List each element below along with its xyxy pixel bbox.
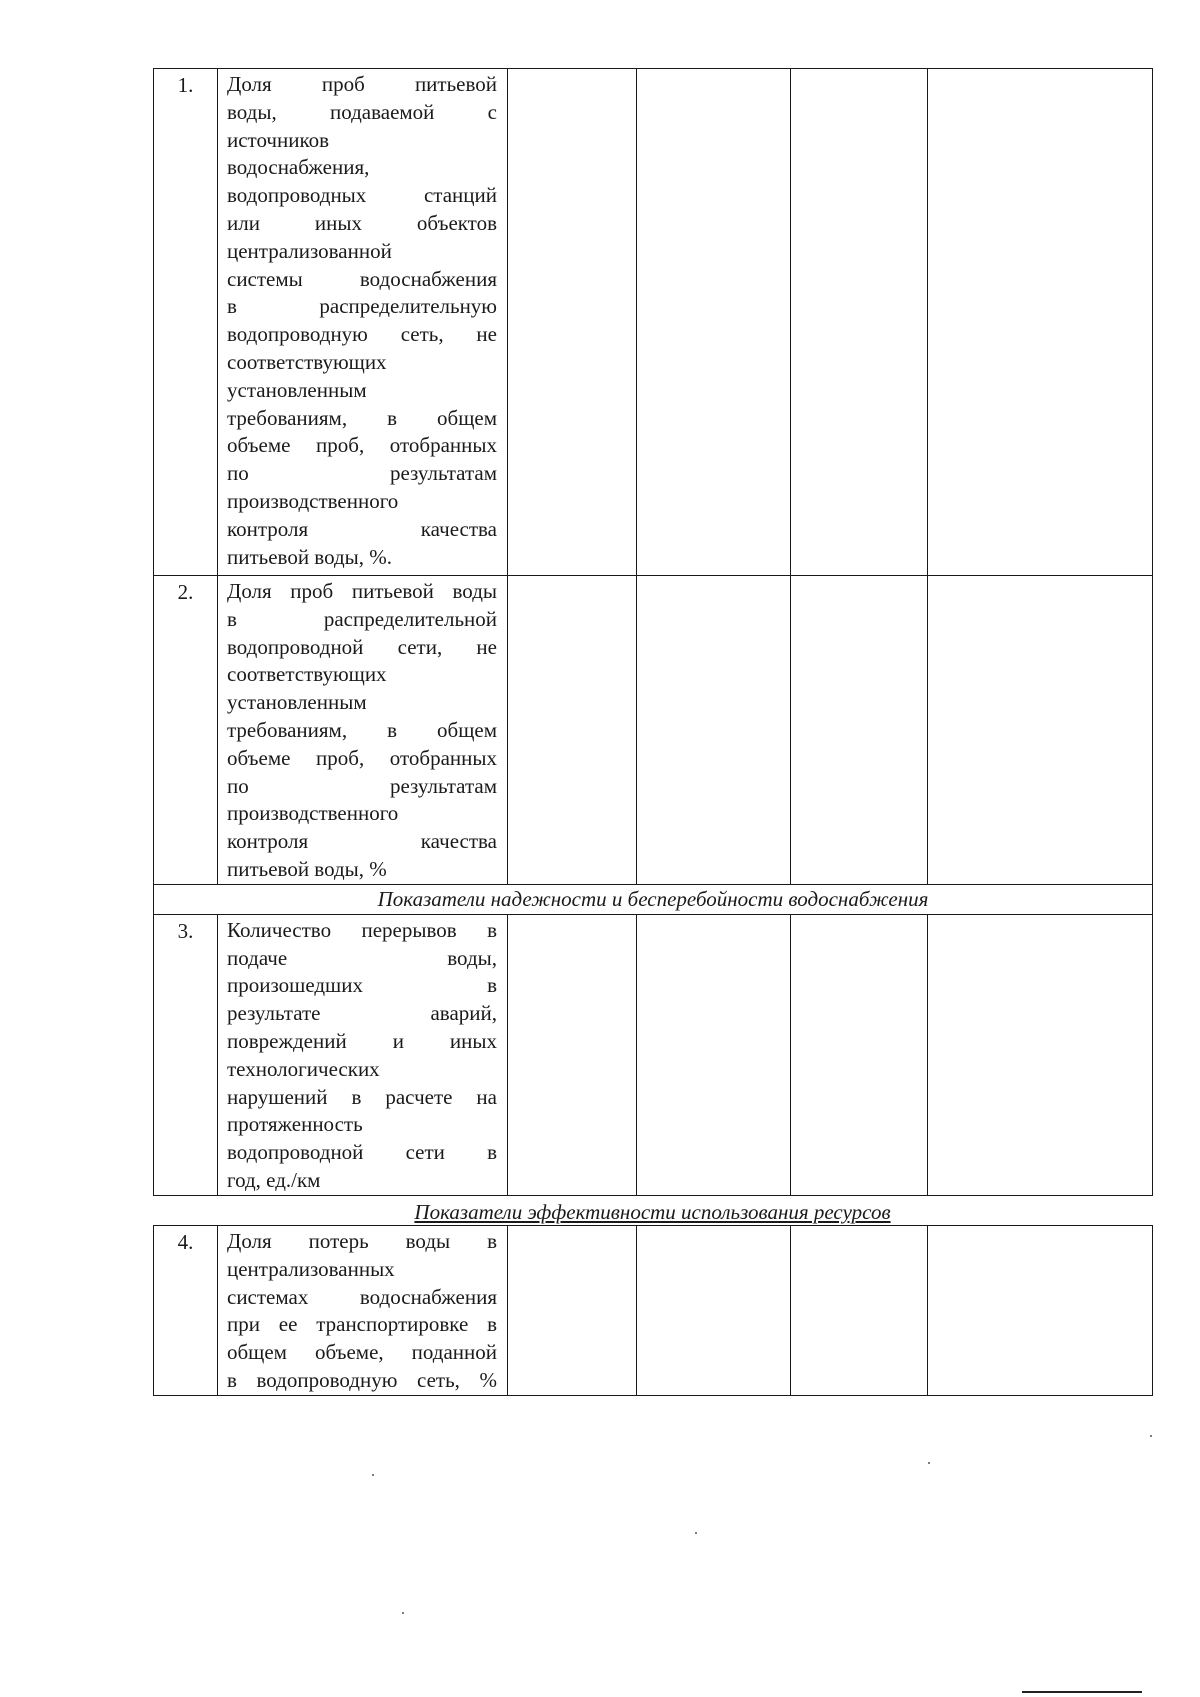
scan-speck [928, 1462, 930, 1464]
text-line: в распределительную [227, 294, 497, 319]
row-number: 4. [154, 1226, 218, 1396]
value-cell [508, 69, 637, 576]
value-cell [791, 914, 928, 1195]
indicator-name [218, 1226, 508, 1396]
value-cell [928, 1226, 1153, 1396]
text-line: повреждений и иных [227, 1028, 497, 1053]
section-title: Показатели надежности и бесперебойности водоснабжения [154, 884, 1153, 914]
text-line: или иных объектов [227, 210, 497, 235]
text-line: в водопроводную сеть, % [227, 1367, 497, 1392]
text-line: протяженность [227, 1112, 363, 1137]
text-line: соответствующих [227, 662, 387, 687]
value-cell [791, 576, 928, 885]
text-line: нарушений в расчете на [227, 1084, 497, 1109]
text-line: установленным [227, 377, 367, 402]
text-line: водопроводных станций [227, 183, 497, 208]
text-line: объеме проб, отобранных [227, 433, 497, 458]
text-line: водопроводной сети, не [227, 634, 497, 659]
text-line: воды, подаваемой с [227, 99, 497, 124]
text-line: Количество перерывов в [227, 917, 497, 942]
scan-speck [695, 1532, 697, 1534]
value-cell [508, 1226, 637, 1396]
text-line: соответствующих [227, 349, 387, 374]
scan-speck [402, 1612, 404, 1614]
footer-rule [1022, 1691, 1142, 1693]
text-line: Доля проб питьевой [227, 72, 497, 96]
value-cell [928, 69, 1153, 576]
indicator-name [218, 914, 508, 1195]
text-line: Доля проб питьевой воды [227, 579, 497, 603]
row-number: 3. [154, 914, 218, 1195]
text-line: требованиям, в общем [227, 405, 497, 430]
indicators-table [153, 68, 1153, 1196]
value-cell [637, 69, 791, 576]
value-cell [637, 576, 791, 885]
indicator-name [218, 576, 508, 885]
text-line: контроля качества [227, 829, 497, 854]
text-line: объеме проб, отобранных [227, 745, 497, 770]
text-line: источников [227, 127, 330, 152]
value-cell [637, 914, 791, 1195]
text-line: по результатам [227, 773, 497, 798]
text-line: произошедших в [227, 973, 497, 998]
text-line: водопроводную сеть, не [227, 322, 497, 347]
text-line: требованиям, в общем [227, 717, 497, 742]
text-line: системах водоснабжения [227, 1284, 497, 1309]
text-line: по результатам [227, 461, 497, 486]
scan-speck [1150, 1435, 1152, 1437]
scan-speck [372, 1474, 374, 1476]
table-row [154, 576, 1153, 885]
text-line: контроля качества [227, 516, 497, 541]
value-cell [928, 576, 1153, 885]
value-cell [928, 914, 1153, 1195]
text-line: производственного [227, 801, 399, 826]
indicators-table-2 [153, 1225, 1153, 1396]
text-line: водоснабжения, [227, 155, 370, 180]
value-cell [791, 1226, 928, 1396]
text-line: централизованной [227, 238, 392, 263]
text-line: питьевой воды, %. [227, 544, 393, 569]
section-title: Показатели эффективности использования ресурсов [414, 1200, 891, 1224]
text-line: системы водоснабжения [227, 266, 497, 291]
text-line: централизованных [227, 1256, 395, 1281]
text-line: водопроводной сети в [227, 1140, 497, 1165]
text-line: при ее транспортировке в [227, 1312, 497, 1337]
table-row [154, 1226, 1153, 1396]
table-row [154, 914, 1153, 1195]
text-line: производственного [227, 488, 399, 513]
row-number: 1. [154, 69, 218, 576]
value-cell [637, 1226, 791, 1396]
text-line: технологических [227, 1056, 380, 1081]
text-line: год, ед./км [227, 1167, 321, 1192]
text-line: общем объеме, поданной [227, 1340, 497, 1365]
text-line: питьевой воды, % [227, 856, 387, 881]
text-line: подаче воды, [227, 945, 497, 970]
table-row [154, 69, 1153, 576]
text-line: Доля потерь воды в [227, 1229, 497, 1253]
section-row [154, 884, 1153, 914]
value-cell [508, 576, 637, 885]
value-cell [508, 914, 637, 1195]
row-number: 2. [154, 576, 218, 885]
text-line: результате аварий, [227, 1001, 497, 1026]
text-line: в распределительной [227, 606, 497, 631]
value-cell [791, 69, 928, 576]
text-line: установленным [227, 690, 367, 715]
indicator-name [218, 69, 508, 576]
